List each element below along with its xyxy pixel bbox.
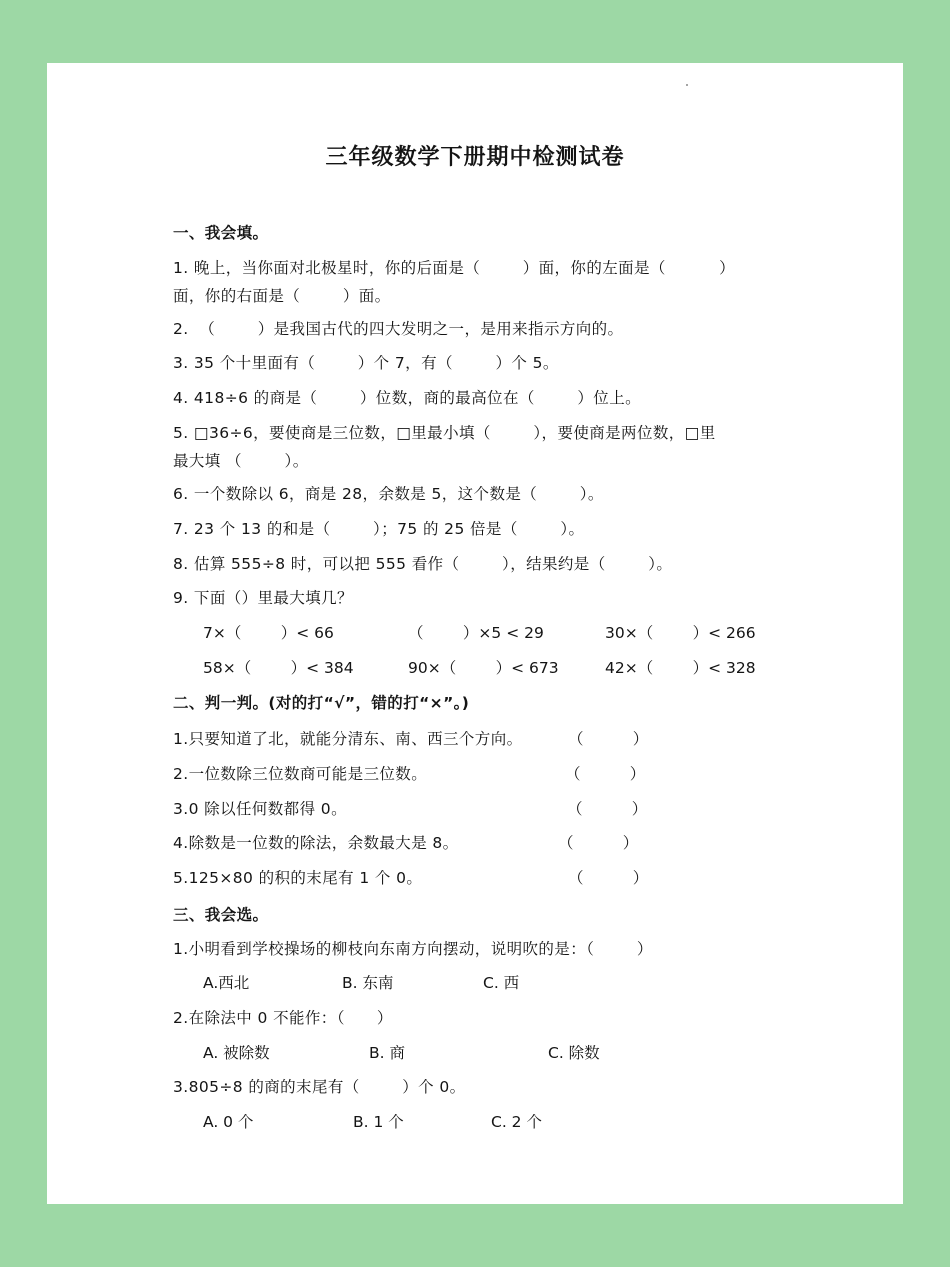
- s1-question-7: 7. 23 个 13 的和是（ ）；75 的 25 倍是（ ）。: [173, 520, 585, 538]
- section-2-heading: 二、判一判。(对的打“√”，错的打“×”。): [173, 694, 470, 712]
- s1-question-5-line-1: 5. □36÷6，要使商是三位数，□里最小填（ ），要使商是两位数，□里: [173, 424, 716, 442]
- s3-q3-option-c: C. 2 个: [491, 1113, 542, 1131]
- section-1-heading: 一、我会填。: [173, 224, 269, 242]
- s3-q3-option-b: B. 1 个: [353, 1113, 404, 1131]
- s2-item-2: 2.一位数除三位数商可能是三位数。: [173, 765, 428, 783]
- s1-question-9: 9. 下面（）里最大填几？: [173, 589, 353, 607]
- s1-question-8: 8. 估算 555÷8 时，可以把 555 看作（ ），结果约是（ ）。: [173, 555, 673, 573]
- s2-item-3: 3.0 除以任何数都得 0。: [173, 800, 347, 818]
- s3-q1-option-a: A.西北: [203, 974, 250, 992]
- s3-q3-option-a: A. 0 个: [203, 1113, 254, 1131]
- s1-question-1-line-1: 1. 晚上，当你面对北极星时，你的后面是（ ）面，你的左面是（ ）: [173, 259, 736, 277]
- s2-item-4: 4.除数是一位数的除法，余数最大是 8。: [173, 834, 459, 852]
- s3-q2-option-b: B. 商: [369, 1044, 405, 1062]
- s3-question-3: 3.805÷8 的商的末尾有（ ）个 0。: [173, 1078, 466, 1096]
- q9-item-1: 7×（ ）< 66: [203, 624, 334, 642]
- s1-question-3: 3. 35 个十里面有（ ）个 7，有（ ）个 5。: [173, 354, 559, 372]
- s3-q2-option-c: C. 除数: [548, 1044, 600, 1062]
- q9-item-3: 30×（ ）< 266: [605, 624, 756, 642]
- s3-question-2: 2.在除法中 0 不能作：（ ）: [173, 1009, 393, 1027]
- section-3-heading: 三、我会选。: [173, 906, 269, 924]
- s1-question-6: 6. 一个数除以 6，商是 28，余数是 5，这个数是（ ）。: [173, 485, 604, 503]
- q9-item-5: 90×（ ）< 673: [408, 659, 559, 677]
- s2-item-1: 1.只要知道了北，就能分清东、南、西三个方向。: [173, 730, 523, 748]
- s3-q1-option-c: C. 西: [483, 974, 520, 992]
- q9-item-6: 42×（ ）< 328: [605, 659, 756, 677]
- s2-item-5: 5.125×80 的积的末尾有 1 个 0。: [173, 869, 423, 887]
- speck-mark: [686, 84, 688, 86]
- page-title: 三年级数学下册期中检测试卷: [325, 145, 625, 170]
- s1-question-2: 2. （ ）是我国古代的四大发明之一，是用来指示方向的。: [173, 320, 624, 338]
- s1-question-4: 4. 418÷6 的商是（ ）位数，商的最高位在（ ）位上。: [173, 389, 642, 407]
- s2-item-2-paren: （ ）: [565, 765, 646, 783]
- s3-q2-option-a: A. 被除数: [203, 1044, 270, 1062]
- q9-item-2: （ ）×5 < 29: [408, 624, 544, 642]
- q9-item-4: 58×（ ）< 384: [203, 659, 354, 677]
- s2-item-4-paren: （ ）: [558, 834, 639, 852]
- s2-item-3-paren: （ ）: [567, 800, 648, 818]
- s3-q1-option-b: B. 东南: [342, 974, 394, 992]
- s1-question-1-line-2: 面，你的右面是（ ）面。: [173, 287, 391, 305]
- s3-question-1: 1.小明看到学校操场的柳枝向东南方向摆动，说明吹的是：（ ）: [173, 940, 653, 958]
- s1-question-5-line-2: 最大填 （ ）。: [173, 452, 309, 470]
- s2-item-1-paren: （ ）: [568, 730, 649, 748]
- s2-item-5-paren: （ ）: [568, 869, 649, 887]
